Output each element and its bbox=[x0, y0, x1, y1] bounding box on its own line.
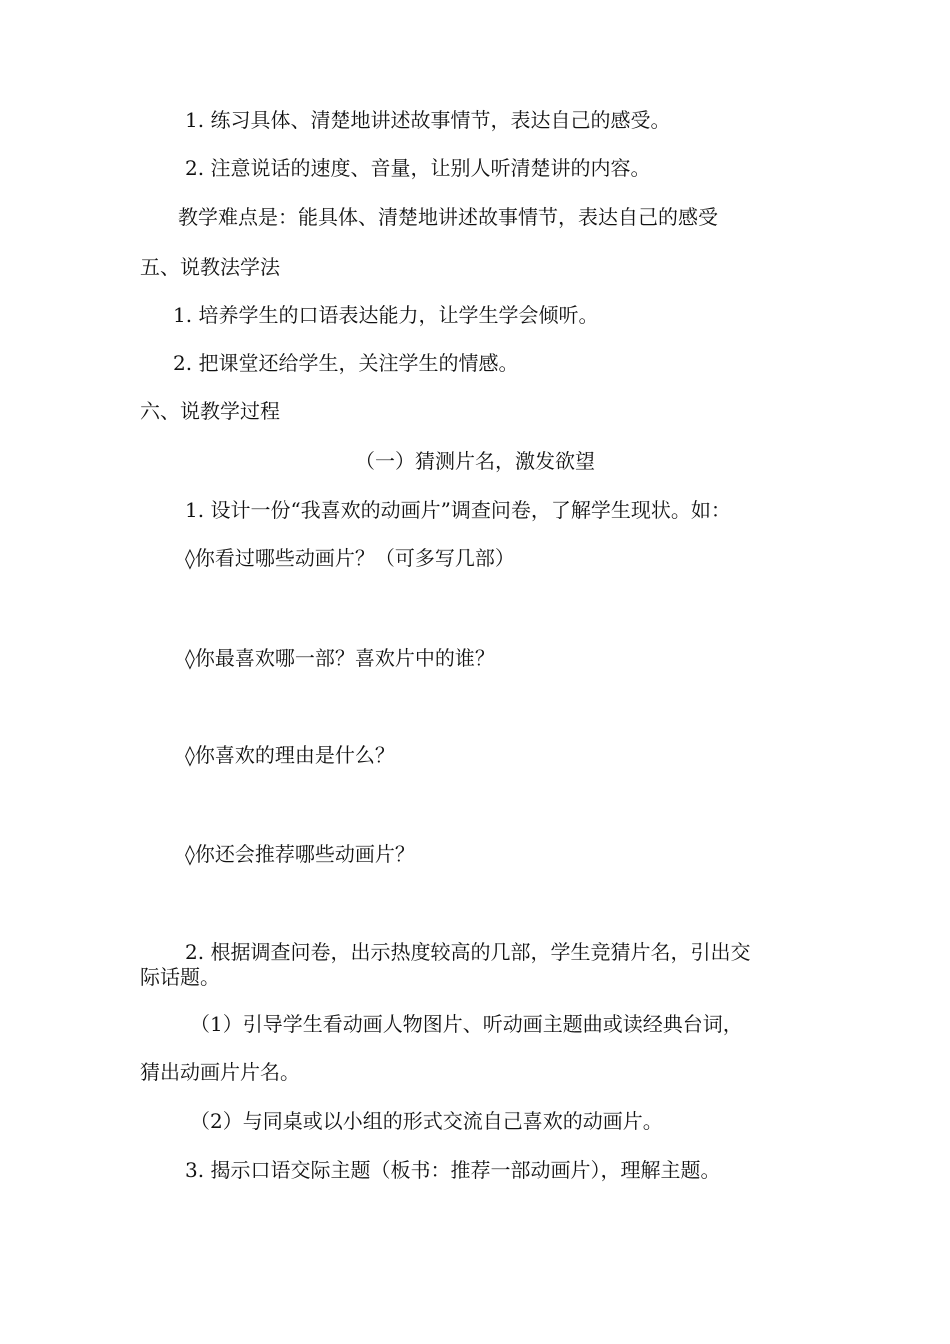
step-1: 1. 设计一份“我喜欢的动画片”调查问卷，了解学生现状。如： bbox=[185, 498, 731, 522]
teaching-difficulty: 教学难点是：能具体、清楚地讲述故事情节，表达自己的感受 bbox=[178, 205, 718, 229]
step-3: 3. 揭示口语交际主题（板书：推荐一部动画片），理解主题。 bbox=[185, 1158, 721, 1182]
subsection-heading: （一）猜测片名，激发欲望 bbox=[355, 449, 595, 473]
survey-question-2: ◊你最喜欢哪一部？喜欢片中的谁？ bbox=[185, 646, 495, 670]
step-2-sub-2: （2）与同桌或以小组的形式交流自己喜欢的动画片。 bbox=[190, 1109, 663, 1133]
section-heading-methods: 五、说教法学法 bbox=[140, 255, 280, 279]
step-2-sub-1-continued: 猜出动画片片名。 bbox=[140, 1060, 300, 1084]
method-2: 2. 把课堂还给学生，关注学生的情感。 bbox=[173, 351, 519, 375]
step-2-sub-1: （1）引导学生看动画人物图片、听动画主题曲或读经典台词， bbox=[190, 1012, 743, 1036]
survey-question-4: ◊你还会推荐哪些动画片？ bbox=[185, 842, 415, 866]
goal-2: 2. 注意说话的速度、音量，让别人听清楚讲的内容。 bbox=[185, 156, 651, 180]
goal-1: 1. 练习具体、清楚地讲述故事情节，表达自己的感受。 bbox=[185, 108, 671, 132]
section-heading-process: 六、说教学过程 bbox=[140, 399, 280, 423]
method-1: 1. 培养学生的口语表达能力，让学生学会倾听。 bbox=[173, 303, 599, 327]
survey-question-3: ◊你喜欢的理由是什么？ bbox=[185, 743, 395, 767]
step-2-continued: 际话题。 bbox=[140, 965, 220, 989]
survey-question-1: ◊你看过哪些动画片？（可多写几部） bbox=[185, 546, 515, 570]
step-2: 2. 根据调查问卷，出示热度较高的几部，学生竞猜片名，引出交 bbox=[185, 940, 751, 964]
